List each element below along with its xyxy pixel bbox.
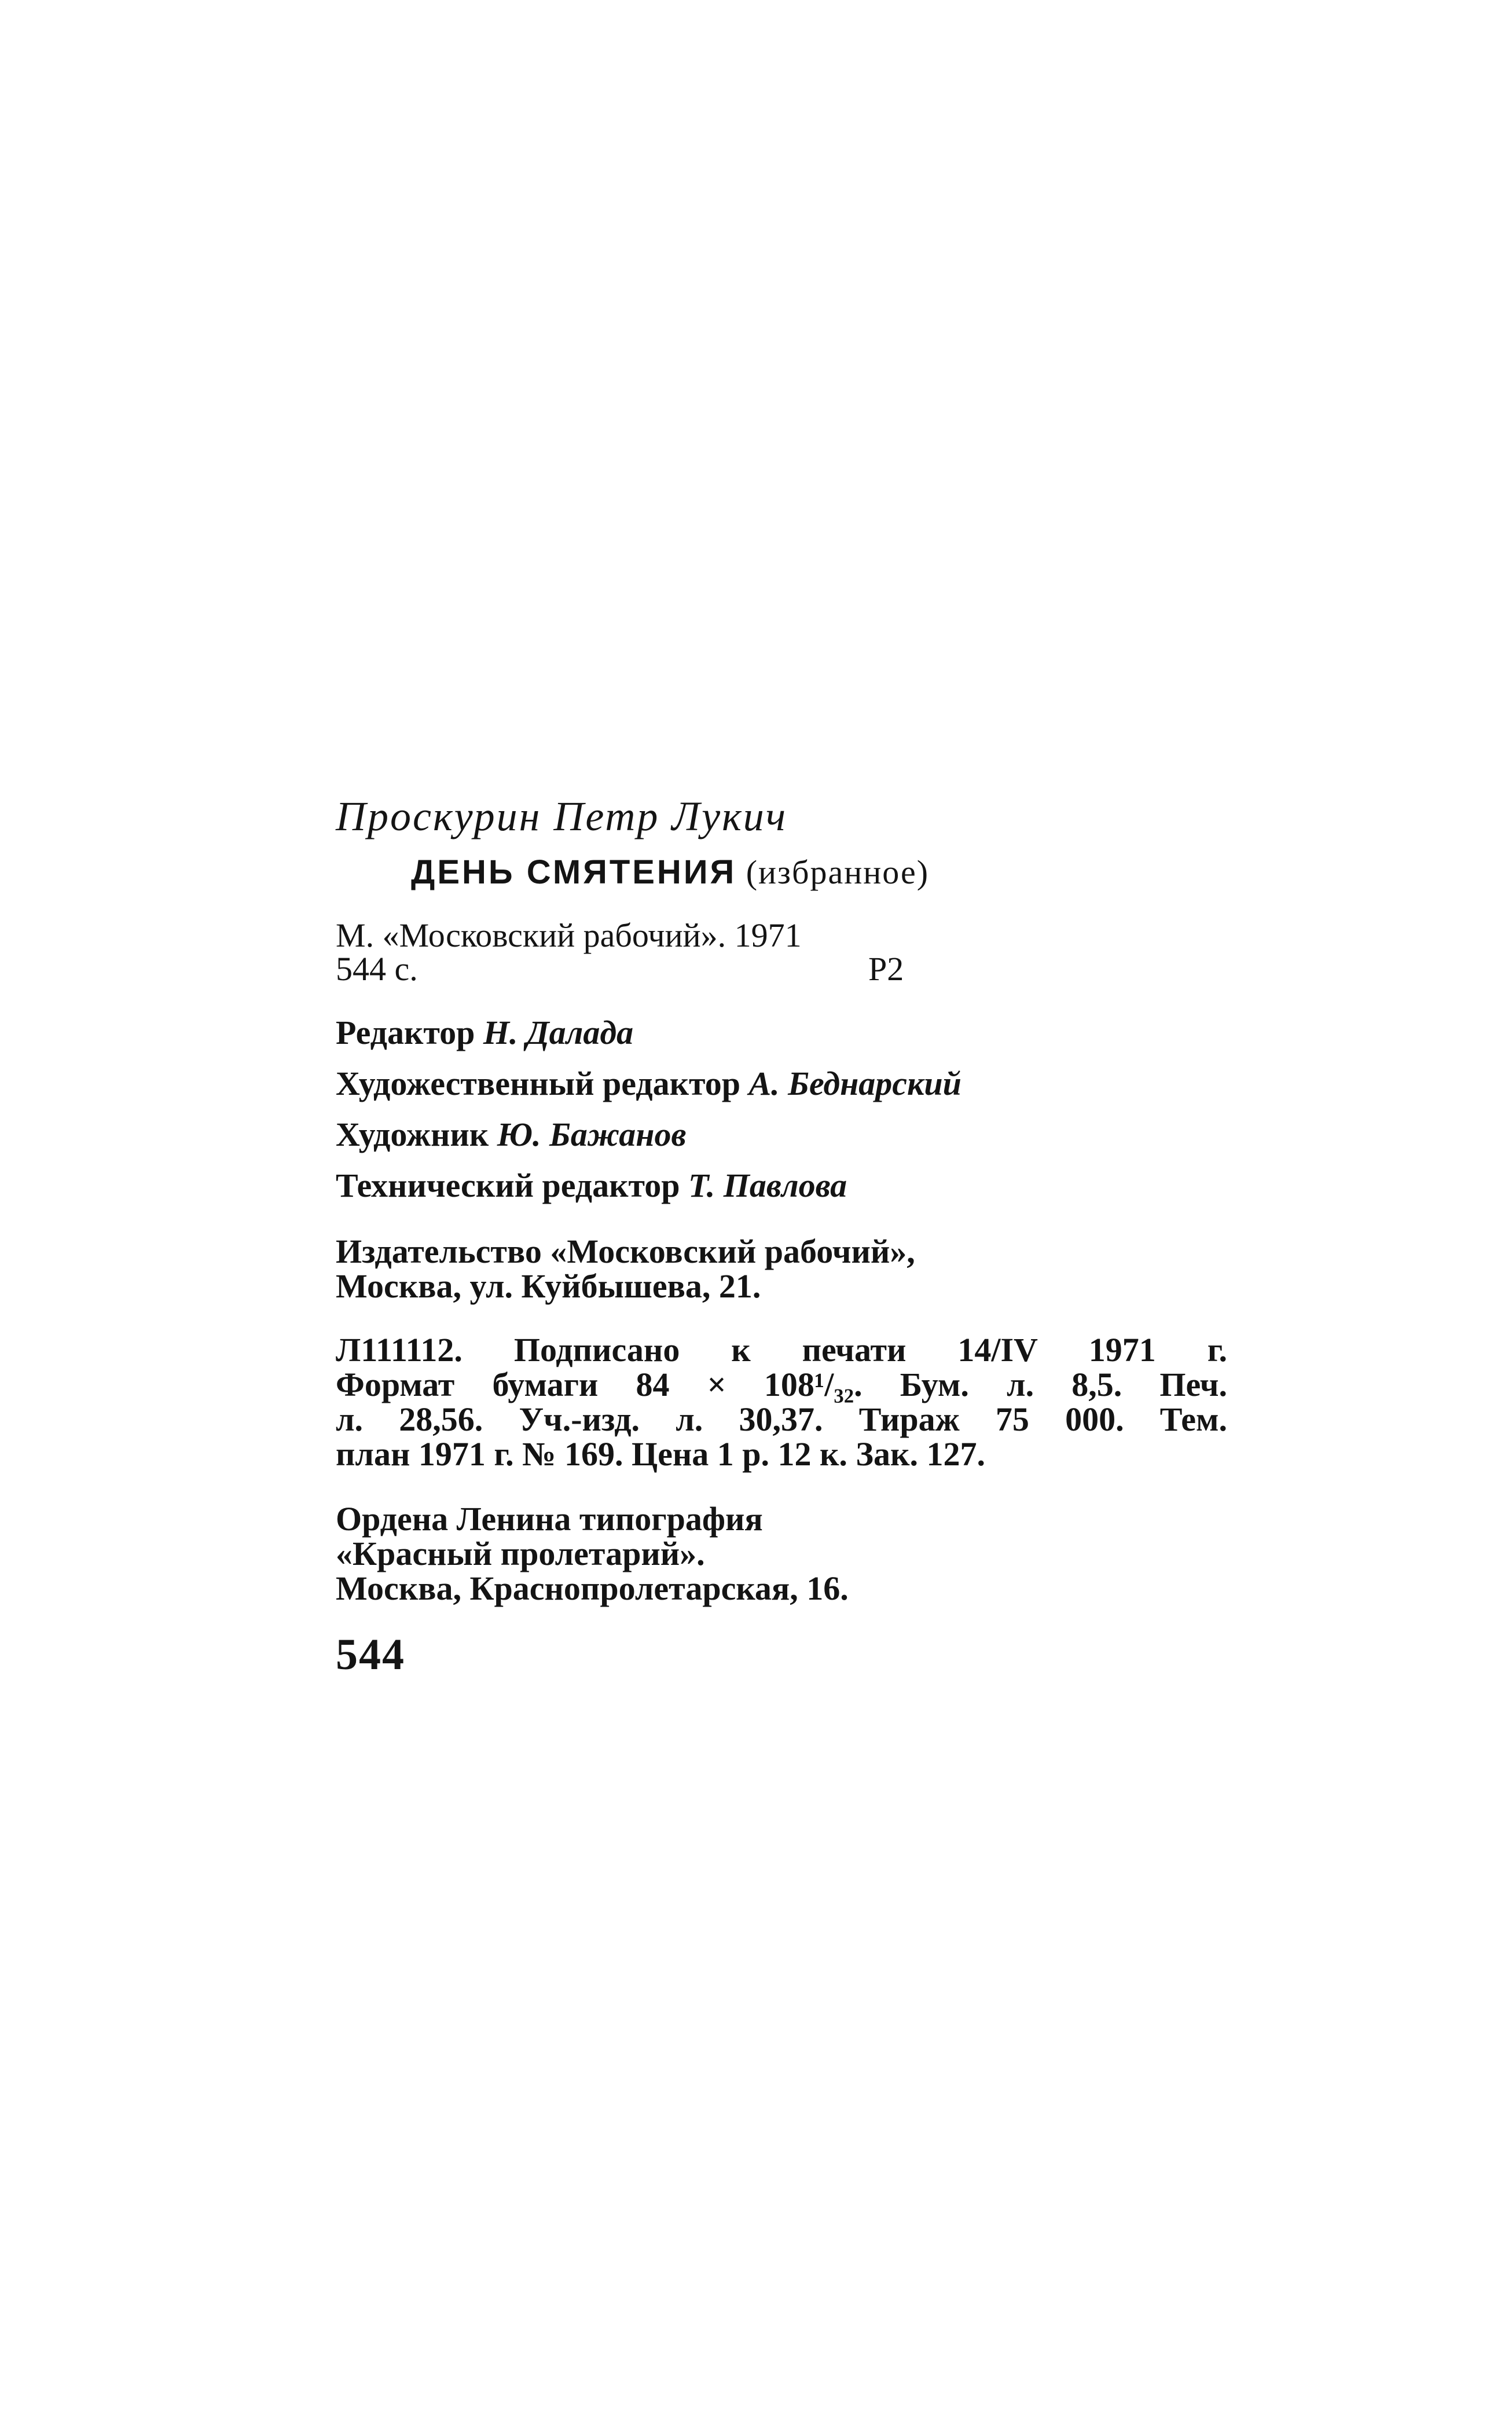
credit-role: Художник	[336, 1116, 489, 1153]
credit-name: Т. Павлова	[688, 1167, 847, 1204]
title-subtitle: (избранное)	[746, 853, 930, 891]
print-details-line: Формат бумаги 84 × 108¹/₃₂. Бум. л. 8,5. Печ.	[336, 1366, 1227, 1403]
credit-editor	[336, 1014, 1227, 1051]
printer-line1: Ордена Ленина типография	[336, 1500, 763, 1538]
publisher-address-line2: Москва, ул. Куйбышева, 21.	[336, 1267, 761, 1305]
imprint-pages-row	[336, 951, 915, 988]
printer-line2: «Красный пролетарий».	[336, 1535, 705, 1572]
credit-tech-editor	[336, 1167, 1227, 1204]
credit-role: Технический редактор	[336, 1167, 680, 1204]
credit-role: Художественный редактор	[336, 1065, 740, 1102]
credit-role: Редактор	[336, 1014, 475, 1051]
author-name: Проскурин Петр Лукич	[336, 793, 788, 839]
printer-line3: Москва, Краснопролетарская, 16.	[336, 1570, 849, 1607]
credit-artist	[336, 1116, 1227, 1153]
book-title	[336, 854, 1302, 891]
title-main: ДЕНЬ СМЯТЕНИЯ	[411, 853, 737, 891]
print-details-line: план 1971 г. № 169. Цена 1 р. 12 к. Зак. 127.	[336, 1435, 985, 1473]
page-number: 544	[336, 1630, 405, 1679]
credit-name: Н. Далада	[483, 1014, 634, 1051]
print-details-line: л. 28,56. Уч.-изд. л. 30,37. Тираж 75 000. Тем.	[336, 1400, 1227, 1438]
print-details-line: Л111112. Подписано к печати 14/IV 1971 г.	[336, 1331, 1227, 1369]
imprint-publisher-line: М. «Московский рабочий». 1971	[336, 916, 802, 954]
credit-name: А. Беднарский	[748, 1065, 961, 1102]
credit-art-editor	[336, 1065, 1227, 1102]
publisher-address-line1: Издательство «Московский рабочий»,	[336, 1233, 915, 1270]
imprint-pages: 544 с.	[336, 950, 418, 988]
credit-name: Ю. Бажанов	[497, 1116, 687, 1153]
imprint-index-code: Р2	[868, 950, 904, 988]
